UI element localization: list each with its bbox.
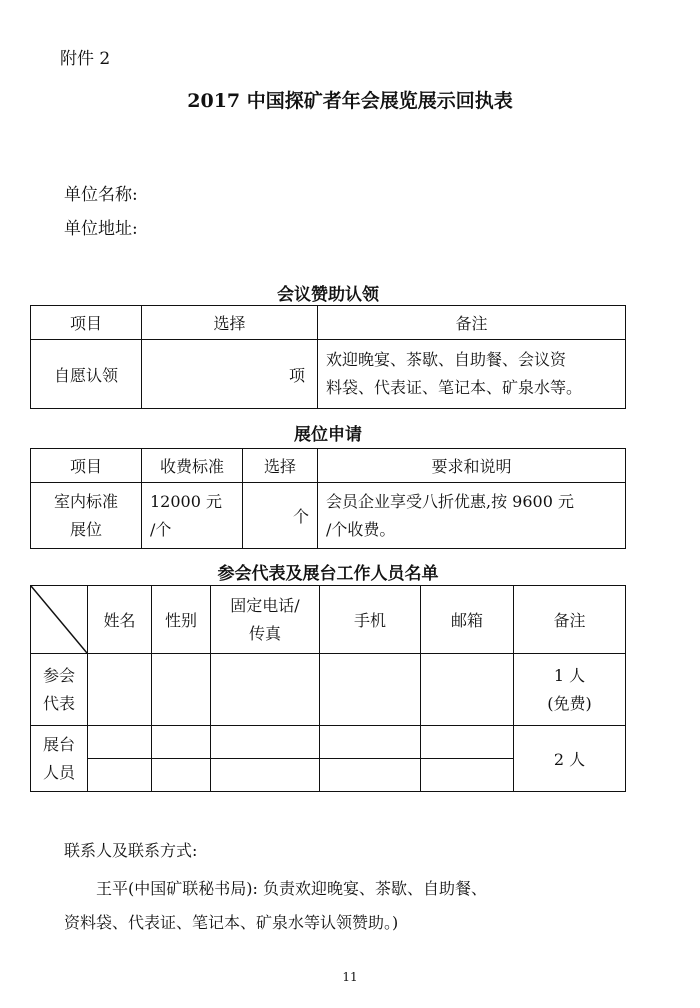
sponsor-header-note: 备注: [318, 306, 626, 340]
staff-header-gender: 性别: [152, 586, 211, 654]
booth-header-fee: 收费标准: [142, 449, 243, 483]
staff-delegates-label-line: 代表: [42, 693, 75, 713]
sponsor-choice-cell[interactable]: 项: [142, 340, 318, 409]
staff-cell[interactable]: [88, 726, 152, 759]
sponsor-header-choice: 选择: [142, 306, 318, 340]
sponsor-section-title: 会议赞助认领: [277, 285, 379, 305]
staff-cell[interactable]: [88, 759, 152, 792]
staff-booth-label-line: 展台: [42, 734, 75, 754]
staff-header-phone: [211, 586, 320, 654]
staff-header-email: 邮箱: [421, 586, 514, 654]
staff-header-name: 姓名: [88, 586, 152, 654]
booth-table: [30, 448, 626, 549]
sponsor-note-cell: [318, 340, 626, 409]
booth-header-note: 要求和说明: [318, 449, 626, 483]
staff-table: [30, 585, 626, 792]
booth-fee-cell: [142, 483, 243, 549]
staff-cell[interactable]: [88, 654, 152, 726]
unit-address-label: 单位地址:: [64, 219, 138, 239]
unit-name-label: 单位名称:: [64, 185, 138, 205]
booth-header-item: 项目: [31, 449, 142, 483]
staff-cell[interactable]: [320, 759, 421, 792]
staff-cell[interactable]: [211, 726, 320, 759]
sponsor-note-line: 欢迎晚宴、茶歇、自助餐、会议资: [326, 350, 567, 369]
booth-item-cell: [31, 483, 142, 549]
contact-line: 王平(中国矿联秘书局): 负责欢迎晚宴、茶歇、自助餐、: [96, 879, 487, 898]
staff-header-diagonal-cell: [31, 586, 88, 654]
booth-choice-cell[interactable]: 个: [243, 483, 318, 549]
staff-booth-label-line: 人员: [42, 762, 75, 782]
contact-line: 资料袋、代表证、笔记本、矿泉水等认领赞助。): [64, 913, 399, 932]
staff-section-title: 参会代表及展台工作人员名单: [217, 564, 439, 584]
sponsor-item-cell: 自愿认领: [31, 340, 142, 409]
staff-header-remark: 备注: [514, 586, 626, 654]
staff-delegates-remark-line: 1 人: [553, 665, 586, 685]
sponsor-table: [30, 305, 626, 409]
staff-booth-label: [31, 726, 88, 792]
staff-header-phone-line: 传真: [248, 623, 281, 643]
booth-fee-line: /个: [150, 519, 172, 539]
staff-cell[interactable]: [152, 654, 211, 726]
booth-note-cell: [318, 483, 626, 549]
booth-note-line: 会员企业享受八折优惠,按 9600 元: [326, 491, 574, 511]
page-title: 2017 中国探矿者年会展览展示回执表: [187, 90, 513, 112]
staff-booth-remark: 2 人: [514, 726, 626, 792]
staff-delegates-label: [31, 654, 88, 726]
booth-item-line: 室内标准: [53, 491, 118, 511]
staff-cell[interactable]: [421, 726, 514, 759]
staff-cell[interactable]: [211, 759, 320, 792]
staff-cell[interactable]: [421, 759, 514, 792]
contact-heading: 联系人及联系方式:: [64, 841, 198, 860]
staff-delegates-label-line: 参会: [42, 665, 75, 685]
booth-section-title: 展位申请: [294, 425, 362, 445]
staff-cell[interactable]: [421, 654, 514, 726]
staff-cell[interactable]: [152, 726, 211, 759]
sponsor-note-line: 料袋、代表证、笔记本、矿泉水等。: [326, 378, 583, 397]
booth-note-line: /个收费。: [326, 519, 396, 539]
booth-fee-line: 12000 元: [150, 491, 222, 511]
staff-cell[interactable]: [152, 759, 211, 792]
staff-delegates-remark-line: (免费): [547, 693, 592, 713]
staff-cell[interactable]: [320, 654, 421, 726]
booth-item-line: 展位: [69, 519, 102, 539]
booth-header-choice: 选择: [243, 449, 318, 483]
page-number: 11: [342, 970, 358, 984]
staff-cell[interactable]: [320, 726, 421, 759]
diagonal-line: [31, 586, 87, 653]
staff-delegates-remark: [514, 654, 626, 726]
staff-header-phone-line: 固定电话/: [230, 595, 300, 615]
staff-header-mobile: 手机: [320, 586, 421, 654]
sponsor-header-item: 项目: [31, 306, 142, 340]
attachment-label: 附件 2: [60, 49, 111, 69]
staff-cell[interactable]: [211, 654, 320, 726]
